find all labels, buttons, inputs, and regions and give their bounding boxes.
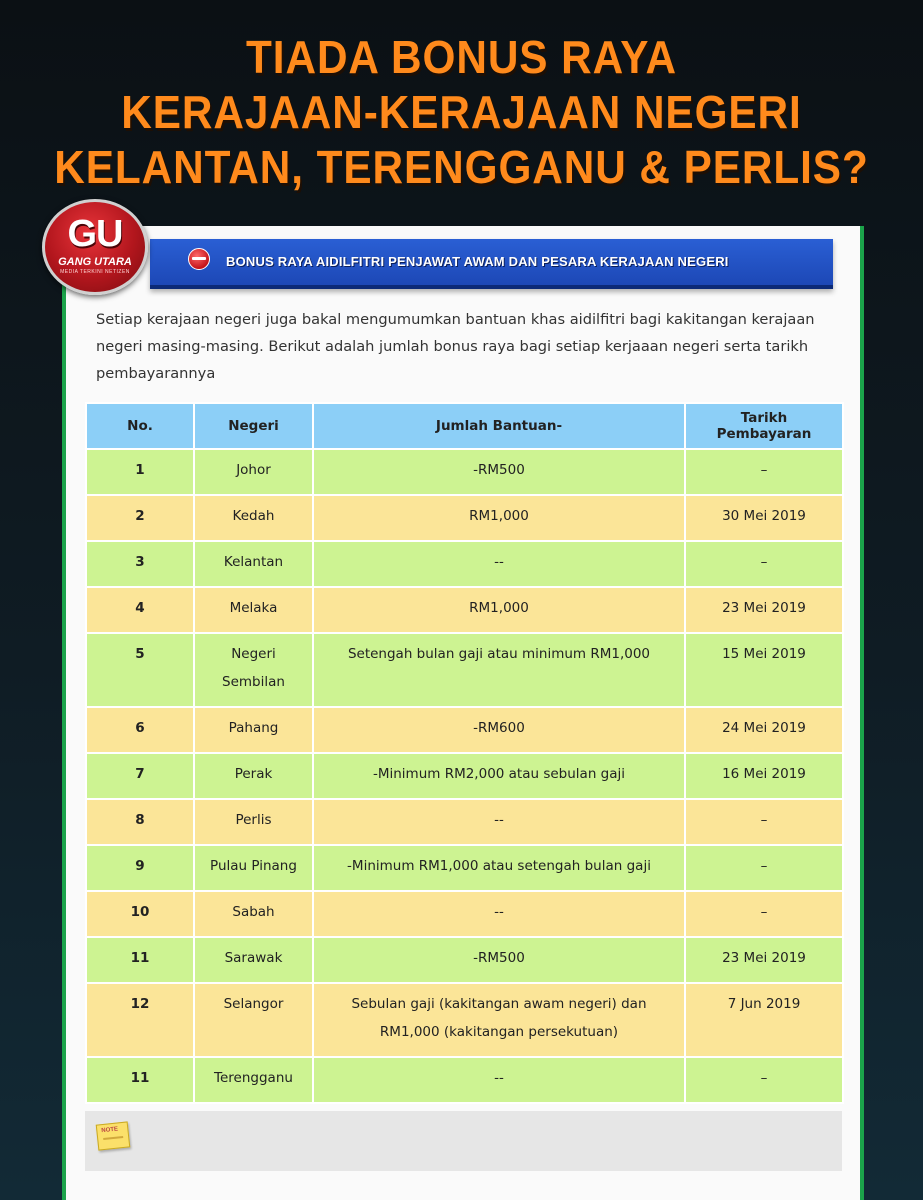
cell-no: 3	[86, 541, 194, 587]
cell-tarikh: 16 Mei 2019	[685, 753, 843, 799]
cell-negeri: Perak	[194, 753, 313, 799]
gang-utara-logo	[42, 199, 148, 295]
bonus-table	[85, 402, 844, 1104]
section-banner	[150, 239, 833, 289]
table-row	[86, 845, 843, 891]
cell-negeri: Melaka	[194, 587, 313, 633]
footer-bar	[85, 1111, 842, 1171]
headline-line-2: KERAJAAN-KERAJAAN NEGERI	[121, 86, 802, 138]
cell-no: 11	[86, 937, 194, 983]
cell-jumlah: --	[313, 1057, 685, 1103]
table-row	[86, 1057, 843, 1103]
cell-tarikh: 30 Mei 2019	[685, 495, 843, 541]
note-icon	[96, 1121, 131, 1150]
table-row	[86, 541, 843, 587]
intro-paragraph: Setiap kerajaan negeri juga bakal mengumumkan bantuan khas aidilfitri bagi kakitangan kerajaan negeri masing-masing. Berikut adalah jumlah bonus raya bagi setiap kerjaaan negeri serta tarikh pembayarannya	[96, 311, 815, 382]
table-row	[86, 449, 843, 495]
cell-no: 12	[86, 983, 194, 1057]
cell-tarikh: –	[685, 449, 843, 495]
cell-negeri: Sabah	[194, 891, 313, 937]
logo-letters: GU	[67, 213, 123, 255]
cell-negeri: Selangor	[194, 983, 313, 1057]
cell-jumlah: Setengah bulan gaji atau minimum RM1,000	[313, 633, 685, 707]
cell-no: 11	[86, 1057, 194, 1103]
cell-negeri: Pahang	[194, 707, 313, 753]
cell-negeri: Johor	[194, 449, 313, 495]
cell-no: 2	[86, 495, 194, 541]
cell-jumlah: -RM600	[313, 707, 685, 753]
table-row	[86, 707, 843, 753]
cell-tarikh: 23 Mei 2019	[685, 587, 843, 633]
cell-negeri: Perlis	[194, 799, 313, 845]
cell-no: 1	[86, 449, 194, 495]
table-row	[86, 753, 843, 799]
cell-jumlah: RM1,000	[313, 587, 685, 633]
cell-jumlah: Sebulan gaji (kakitangan awam negeri) dan RM1,000 (kakitangan persekutuan)	[313, 983, 685, 1057]
cell-no: 9	[86, 845, 194, 891]
cell-negeri: Kelantan	[194, 541, 313, 587]
cell-no: 5	[86, 633, 194, 707]
table-row	[86, 891, 843, 937]
bullet-icon	[188, 248, 210, 270]
cell-tarikh: –	[685, 1057, 843, 1103]
cell-negeri: Sarawak	[194, 937, 313, 983]
cell-tarikh: 7 Jun 2019	[685, 983, 843, 1057]
cell-no: 7	[86, 753, 194, 799]
logo-tagline: MEDIA TERKINI NETIZEN	[60, 269, 130, 275]
table-row	[86, 937, 843, 983]
cell-tarikh: –	[685, 799, 843, 845]
table-row	[86, 799, 843, 845]
cell-jumlah: --	[313, 799, 685, 845]
cell-jumlah: -RM500	[313, 449, 685, 495]
cell-negeri: Terengganu	[194, 1057, 313, 1103]
cell-tarikh: –	[685, 891, 843, 937]
cell-jumlah: -RM500	[313, 937, 685, 983]
cell-no: 6	[86, 707, 194, 753]
banner-title: BONUS RAYA AIDILFITRI PENJAWAT AWAM DAN PESARA KERAJAAN NEGERI	[226, 254, 729, 269]
cell-no: 8	[86, 799, 194, 845]
note-label: NOTE	[101, 1126, 119, 1135]
cell-negeri: Negeri Sembilan	[194, 633, 313, 707]
table-row	[86, 587, 843, 633]
cell-negeri: Pulau Pinang	[194, 845, 313, 891]
logo-name: GANG UTARA	[58, 256, 132, 268]
headline-line-3: KELANTAN, TERENGGANU & PERLIS?	[54, 141, 869, 193]
cell-no: 4	[86, 587, 194, 633]
header-jumlah: Jumlah Bantuan-	[313, 403, 685, 449]
cell-tarikh: –	[685, 541, 843, 587]
cell-jumlah: --	[313, 891, 685, 937]
cell-tarikh: –	[685, 845, 843, 891]
header-no: No.	[86, 403, 194, 449]
table-row	[86, 983, 843, 1057]
cell-tarikh: 24 Mei 2019	[685, 707, 843, 753]
headline-line-1: TIADA BONUS RAYA	[246, 31, 677, 83]
table-row	[86, 495, 843, 541]
cell-jumlah: -Minimum RM2,000 atau sebulan gaji	[313, 753, 685, 799]
cell-no: 10	[86, 891, 194, 937]
header-negeri: Negeri	[194, 403, 313, 449]
cell-jumlah: --	[313, 541, 685, 587]
cell-jumlah: -Minimum RM1,000 atau setengah bulan gaji	[313, 845, 685, 891]
table-header-row	[86, 403, 843, 449]
table-row	[86, 633, 843, 707]
headline	[37, 30, 886, 195]
cell-tarikh: 15 Mei 2019	[685, 633, 843, 707]
header-tarikh: Tarikh Pembayaran	[685, 403, 843, 449]
cell-jumlah: RM1,000	[313, 495, 685, 541]
cell-negeri: Kedah	[194, 495, 313, 541]
cell-tarikh: 23 Mei 2019	[685, 937, 843, 983]
